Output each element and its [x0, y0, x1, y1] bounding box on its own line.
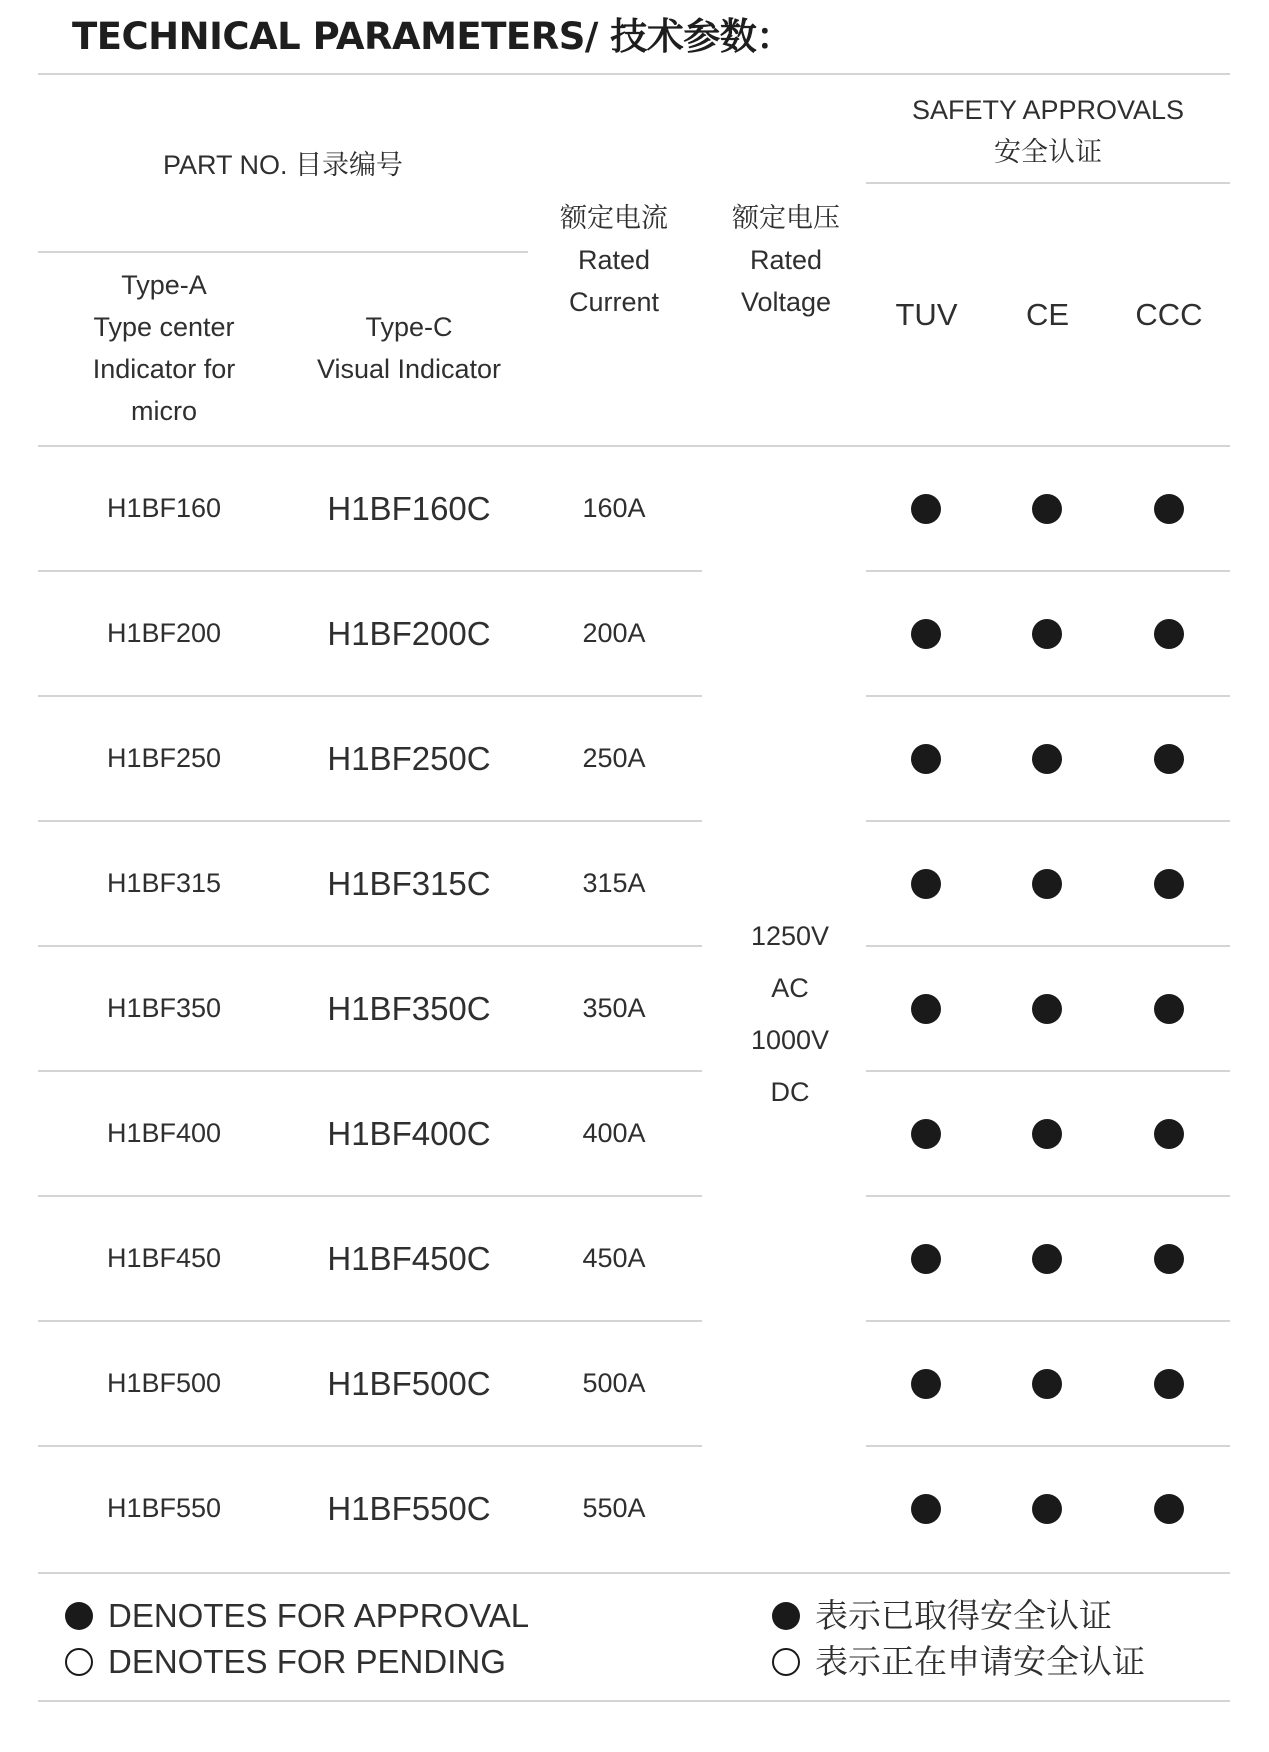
- row-rule-right: [866, 695, 1230, 697]
- voltage-line: 1250V: [750, 921, 830, 951]
- rated-current-cell: 550A: [582, 1493, 646, 1523]
- filled-dot-icon: [65, 1602, 93, 1630]
- type-a-cell: H1BF250: [106, 743, 222, 773]
- type-a-cell: H1BF350: [106, 993, 222, 1023]
- safety-approvals-header: [866, 88, 1230, 174]
- type-a-header: [38, 262, 290, 434]
- ccc-approved-dot-icon: [1154, 494, 1184, 524]
- row-rule-right: [866, 1320, 1230, 1322]
- rated-current-cell: 315A: [582, 868, 646, 898]
- legend-pending-en: DENOTES FOR PENDING: [108, 1643, 506, 1680]
- tuv-approved-dot-icon: [911, 1119, 941, 1149]
- ce-approved-dot-icon: [1032, 494, 1062, 524]
- ccc-approved-dot-icon: [1154, 1244, 1184, 1274]
- row-rule-right: [866, 820, 1230, 822]
- ce-approved-dot-icon: [1032, 1119, 1062, 1149]
- ce-approved-dot-icon: [1032, 619, 1062, 649]
- top-rule: [38, 73, 1230, 75]
- type-c-header-line: Visual Indicator: [316, 354, 502, 384]
- ccc-approved-dot-icon: [1154, 744, 1184, 774]
- type-a-header-line: Type-A: [121, 270, 207, 300]
- rated-voltage-header-line: Rated: [749, 245, 823, 275]
- type-c-cell: H1BF315C: [327, 864, 491, 902]
- part-no-rule: [38, 251, 528, 253]
- row-rule-right: [866, 1445, 1230, 1447]
- ce-approved-dot-icon: [1032, 744, 1062, 774]
- ccc-approved-dot-icon: [1154, 1369, 1184, 1399]
- row-rule-right: [866, 1195, 1230, 1197]
- ccc-approved-dot-icon: [1154, 1119, 1184, 1149]
- tuv-approved-dot-icon: [911, 1244, 941, 1274]
- type-c-cell: H1BF250C: [327, 739, 491, 777]
- ccc-approved-dot-icon: [1154, 994, 1184, 1024]
- row-rule-right: [866, 1070, 1230, 1072]
- type-a-header-line: Type center: [93, 312, 235, 342]
- voltage-line: 1000V: [750, 1025, 830, 1055]
- legend-approval-en: DENOTES FOR APPROVAL: [108, 1597, 530, 1634]
- type-a-cell: H1BF450: [106, 1243, 222, 1273]
- type-a-cell: H1BF550: [106, 1493, 222, 1523]
- tuv-approved-dot-icon: [911, 619, 941, 649]
- legend-top-rule: [38, 1572, 1230, 1574]
- ce-approved-dot-icon: [1032, 869, 1062, 899]
- rated-voltage-header-line: Voltage: [740, 287, 832, 317]
- rated-voltage-value: [708, 910, 872, 1118]
- tuv-approved-dot-icon: [911, 744, 941, 774]
- rated-voltage-header-line: 额定电压: [732, 203, 840, 233]
- rated-current-cell: 250A: [582, 743, 646, 773]
- ce-approved-dot-icon: [1032, 1369, 1062, 1399]
- hollow-dot-icon: [65, 1648, 93, 1676]
- filled-dot-icon: [772, 1602, 800, 1630]
- type-c-cell: H1BF350C: [327, 989, 491, 1027]
- rated-current-header-line: Rated: [577, 245, 651, 275]
- tuv-approved-dot-icon: [911, 1369, 941, 1399]
- type-c-cell: H1BF550C: [327, 1489, 491, 1527]
- type-a-cell: H1BF200: [106, 618, 222, 648]
- type-c-header: [290, 262, 528, 434]
- type-c-cell: H1BF200C: [327, 614, 491, 652]
- rated-current-cell: 450A: [582, 1243, 646, 1273]
- rated-current-header-line: 额定电流: [560, 203, 668, 233]
- type-c-cell: H1BF400C: [327, 1114, 491, 1152]
- rated-voltage-header: [700, 195, 872, 325]
- legend-pending-cn: 表示正在申请安全认证: [815, 1643, 1145, 1680]
- type-a-header-line: Indicator for: [92, 354, 236, 384]
- row-rule-right: [866, 945, 1230, 947]
- ce-header: CE: [1025, 297, 1070, 332]
- type-a-cell: H1BF315: [106, 868, 222, 898]
- type-c-header-line: Type-C: [365, 312, 453, 342]
- ce-approved-dot-icon: [1032, 994, 1062, 1024]
- ccc-approved-dot-icon: [1154, 869, 1184, 899]
- tuv-header: TUV: [895, 297, 958, 332]
- rated-current-header: [528, 195, 700, 325]
- type-a-cell: H1BF160: [106, 493, 222, 523]
- legend-approval-cn: 表示已取得安全认证: [815, 1597, 1112, 1634]
- ccc-approved-dot-icon: [1154, 1494, 1184, 1524]
- safety-header-line: 安全认证: [994, 137, 1102, 167]
- type-c-cell: H1BF160C: [327, 489, 491, 527]
- type-a-cell: H1BF400: [106, 1118, 222, 1148]
- type-a-header-line: micro: [131, 396, 197, 426]
- rated-current-cell: 500A: [582, 1368, 646, 1398]
- tuv-approved-dot-icon: [911, 494, 941, 524]
- legend-bottom-rule: [38, 1700, 1230, 1702]
- rated-current-cell: 200A: [582, 618, 646, 648]
- type-c-cell: H1BF450C: [327, 1239, 491, 1277]
- ccc-approved-dot-icon: [1154, 619, 1184, 649]
- voltage-line: DC: [770, 1077, 810, 1107]
- tuv-approved-dot-icon: [911, 994, 941, 1024]
- voltage-line: AC: [771, 973, 809, 1003]
- rated-current-cell: 400A: [582, 1118, 646, 1148]
- page-title: TECHNICAL PARAMETERS/ 技术参数：: [72, 15, 793, 58]
- ccc-header: CCC: [1135, 297, 1203, 332]
- ce-approved-dot-icon: [1032, 1494, 1062, 1524]
- row-rule-right: [866, 570, 1230, 572]
- rated-current-cell: 160A: [582, 493, 646, 523]
- hollow-dot-icon: [772, 1648, 800, 1676]
- safety-rule: [866, 182, 1230, 184]
- ce-approved-dot-icon: [1032, 1244, 1062, 1274]
- tuv-approved-dot-icon: [911, 1494, 941, 1524]
- rated-current-cell: 350A: [582, 993, 646, 1023]
- part-no-header: PART NO. 目录编号: [162, 150, 404, 180]
- type-a-cell: H1BF500: [106, 1368, 222, 1398]
- safety-header-line: SAFETY APPROVALS: [911, 95, 1185, 125]
- type-c-cell: H1BF500C: [327, 1364, 491, 1402]
- tuv-approved-dot-icon: [911, 869, 941, 899]
- rated-current-header-line: Current: [568, 287, 660, 317]
